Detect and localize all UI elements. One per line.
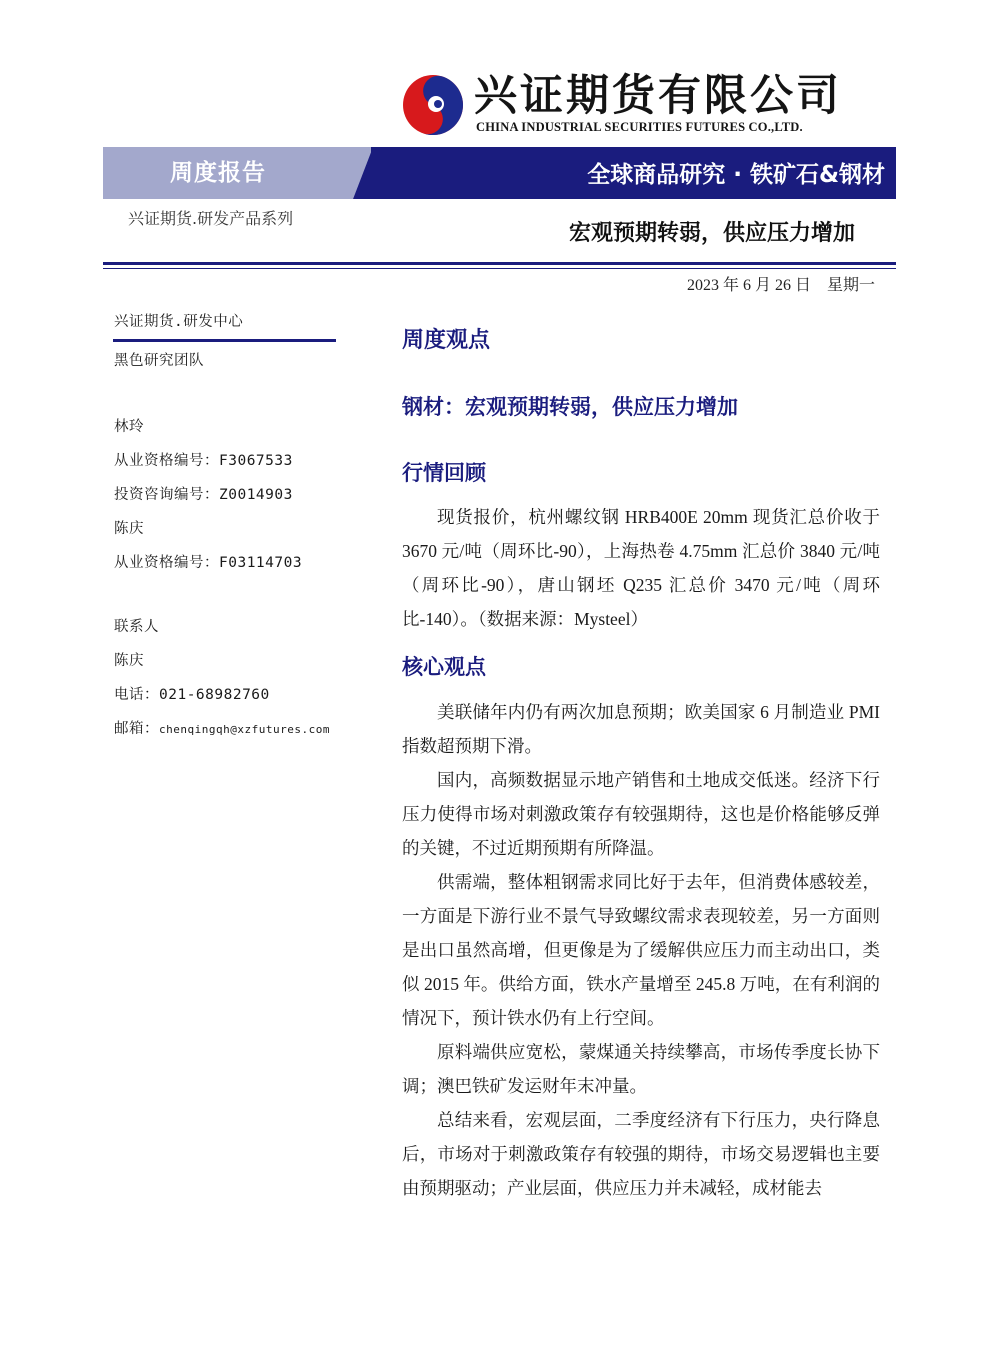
analyst-license: 投资咨询编号：Z0014903 [114,487,293,503]
review-title: 行情回顾 [402,461,486,485]
main-content [402,322,880,1205]
analyst-license: 从业资格编号：F3067533 [114,453,293,469]
core-paragraph: 原料端供应宽松，蒙煤通关持续攀高，市场传季度长协下调；澳巴铁矿发运财年末冲量。 [402,1042,880,1096]
contact-label: 联系人 [114,619,159,635]
company-logo-icon [402,74,464,136]
section-title: 周度观点 [402,328,491,353]
analyst-name: 陈庆 [114,521,144,537]
core-paragraph: 国内，高频数据显示地产销售和土地成交低迷。经济下行压力使得市场对刺激政策存有较强期待，这也是价格能够反弹的关键，不过近期预期有所降温。 [402,770,880,858]
core-paragraph: 美联储年内仍有两次加息预期；欧美国家 6 月制造业 PMI 指数超预期下滑。 [402,702,880,756]
sidebar-divider [113,339,336,342]
analyst-name: 林玲 [114,419,144,435]
email-link[interactable]: chenqingqh@xzfutures.com [159,723,330,736]
banner-divider-wedge [353,147,373,199]
banner-title: 全球商品研究 · 铁矿石&钢材 [587,162,885,188]
review-paragraph: 现货报价，杭州螺纹钢 HRB400E 20mm 现货汇总价收于 3670 元/吨（周环比-90），上海热卷 4.75mm 汇总价 3840 元/吨（周环比-90），唐山钢坯 Q235 汇总价 3470 元/吨（周环比-140）。（数据来源：Mysteel） [402,507,880,629]
company-name-en: CHINA INDUSTRIAL SECURITIES FUTURES CO.,LTD. [476,120,803,134]
contact-email [114,712,344,746]
report-type-label: 周度报告 [170,160,266,186]
sidebar [114,305,344,746]
contact-name: 陈庆 [114,653,144,669]
email-label: 邮箱： [114,721,159,737]
core-title: 核心观点 [402,655,486,679]
core-paragraph: 供需端，整体粗钢需求同比好于去年，但消费体感较差，一方面是下游行业不景气导致螺纹需求表现较差，另一方面则是出口虽然高增，但更像是为了缓解供应压力而主动出口，类似 2015 年。供给方面，铁水产量增至 245.8 万吨，在有利润的情况下，预计铁水仍有上行空间。 [402,872,880,1028]
header-divider [103,262,896,265]
header-divider-thin [103,268,896,269]
core-paragraph: 总结来看，宏观层面，二季度经济有下行压力，央行降息后，市场对于刺激政策存有较强的期待，市场交易逻辑也主要由预期驱动；产业层面，供应压力并未减轻，成材能去 [402,1110,880,1198]
report-date: 2023 年 6 月 26 日 星期一 [686,277,875,294]
series-label: 兴证期货.研发产品系列 [128,209,294,228]
contact-phone: 电话：021-68982760 [114,687,270,703]
company-name-cn: 兴证期货有限公司 [474,71,842,121]
report-title: 宏观预期转弱，供应压力增加 [568,221,855,246]
research-dept: 兴证期货.研发中心 [114,314,244,330]
headline: 钢材：宏观预期转弱，供应压力增加 [402,395,738,419]
research-team: 黑色研究团队 [114,353,204,369]
analyst-license: 从业资格编号：F03114703 [114,555,303,571]
